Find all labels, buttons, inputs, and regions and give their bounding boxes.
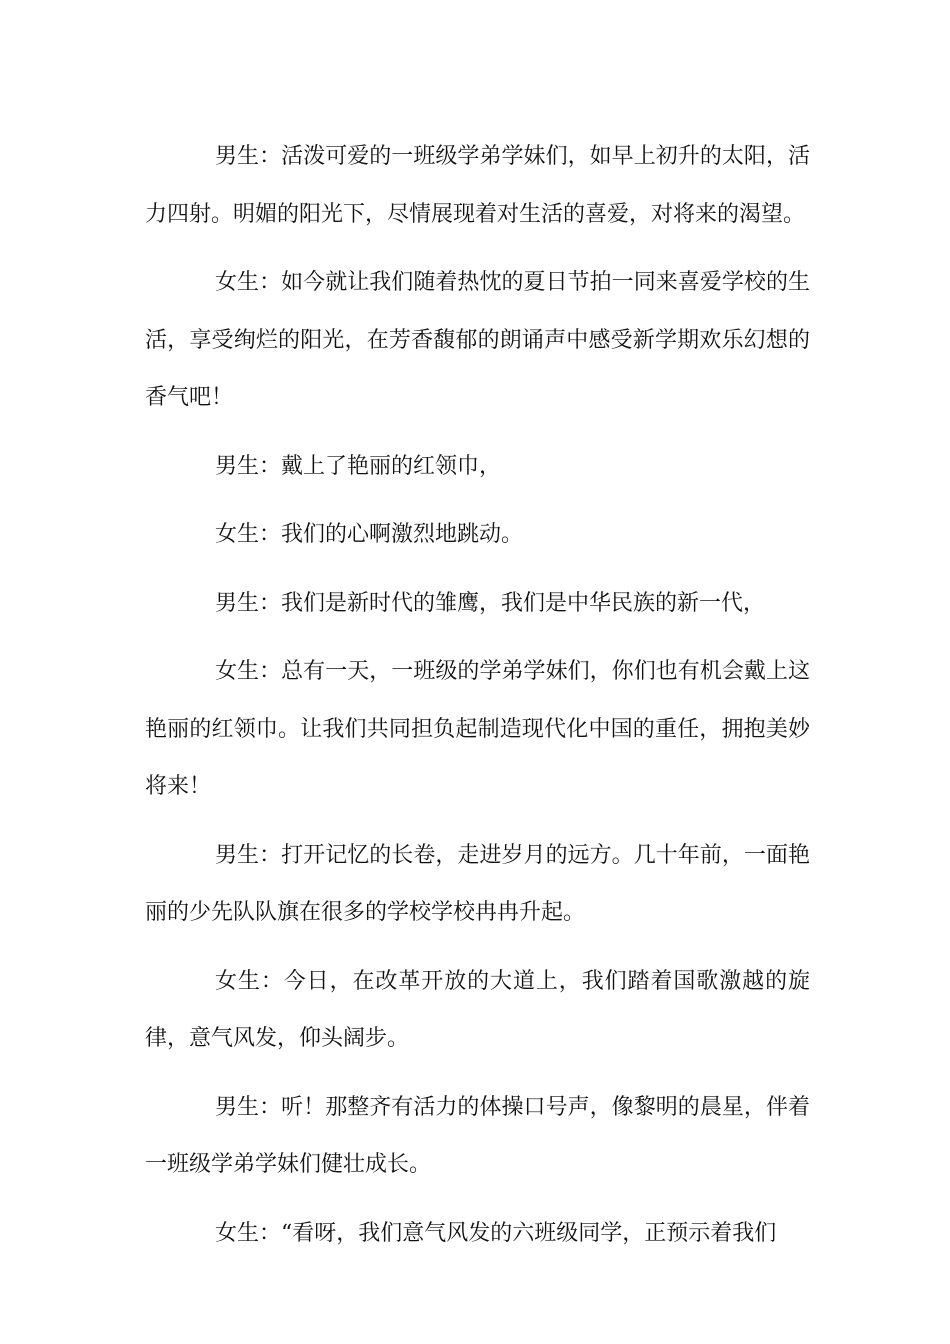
paragraph-8: 女生：今日，在改革开放的大道上，我们踏着国歌激越的旋律，意气风发，仰头阔步。 [145, 968, 810, 1051]
paragraph-6: 女生：总有一天，一班级的学弟学妹们，你们也有机会戴上这艳丽的红领巾。让我们共同担负起制造现代化中国的重任，拥抱美妙将来！ [145, 659, 810, 799]
paragraph-3: 男生：戴上了艳丽的红领巾， [215, 453, 502, 479]
paragraph-2: 女生：如今就让我们随着热忱的夏日节拍一同来喜爱学校的生活，享受绚烂的阳光，在芳香馥郁的朗诵声中感受新学期欢乐幻想的香气吧！ [145, 270, 810, 410]
paragraph-1: 男生：活泼可爱的一班级学弟学妹们，如早上初升的太阳，活力四射。明媚的阳光下，尽情展现着对生活的喜爱，对将来的渴望。 [145, 144, 810, 227]
paragraph-7: 男生：打开记忆的长卷，走进岁月的远方。几十年前，一面艳丽的少先队队旗在很多的学校学校冉冉升起。 [145, 842, 810, 925]
document-body [145, 128, 810, 1273]
paragraph-10: 女生：“看呀，我们意气风发的六班级同学，正预示着我们 [215, 1220, 777, 1246]
paragraph-9: 男生：听！那整齐有活力的体操口号声，像黎明的晨星，伴着一班级学弟学妹们健壮成长。 [145, 1094, 810, 1177]
paragraph-5: 男生：我们是新时代的雏鹰，我们是中华民族的新一代， [215, 590, 766, 616]
paragraph-4: 女生：我们的心啊激烈地跳动。 [215, 522, 524, 547]
